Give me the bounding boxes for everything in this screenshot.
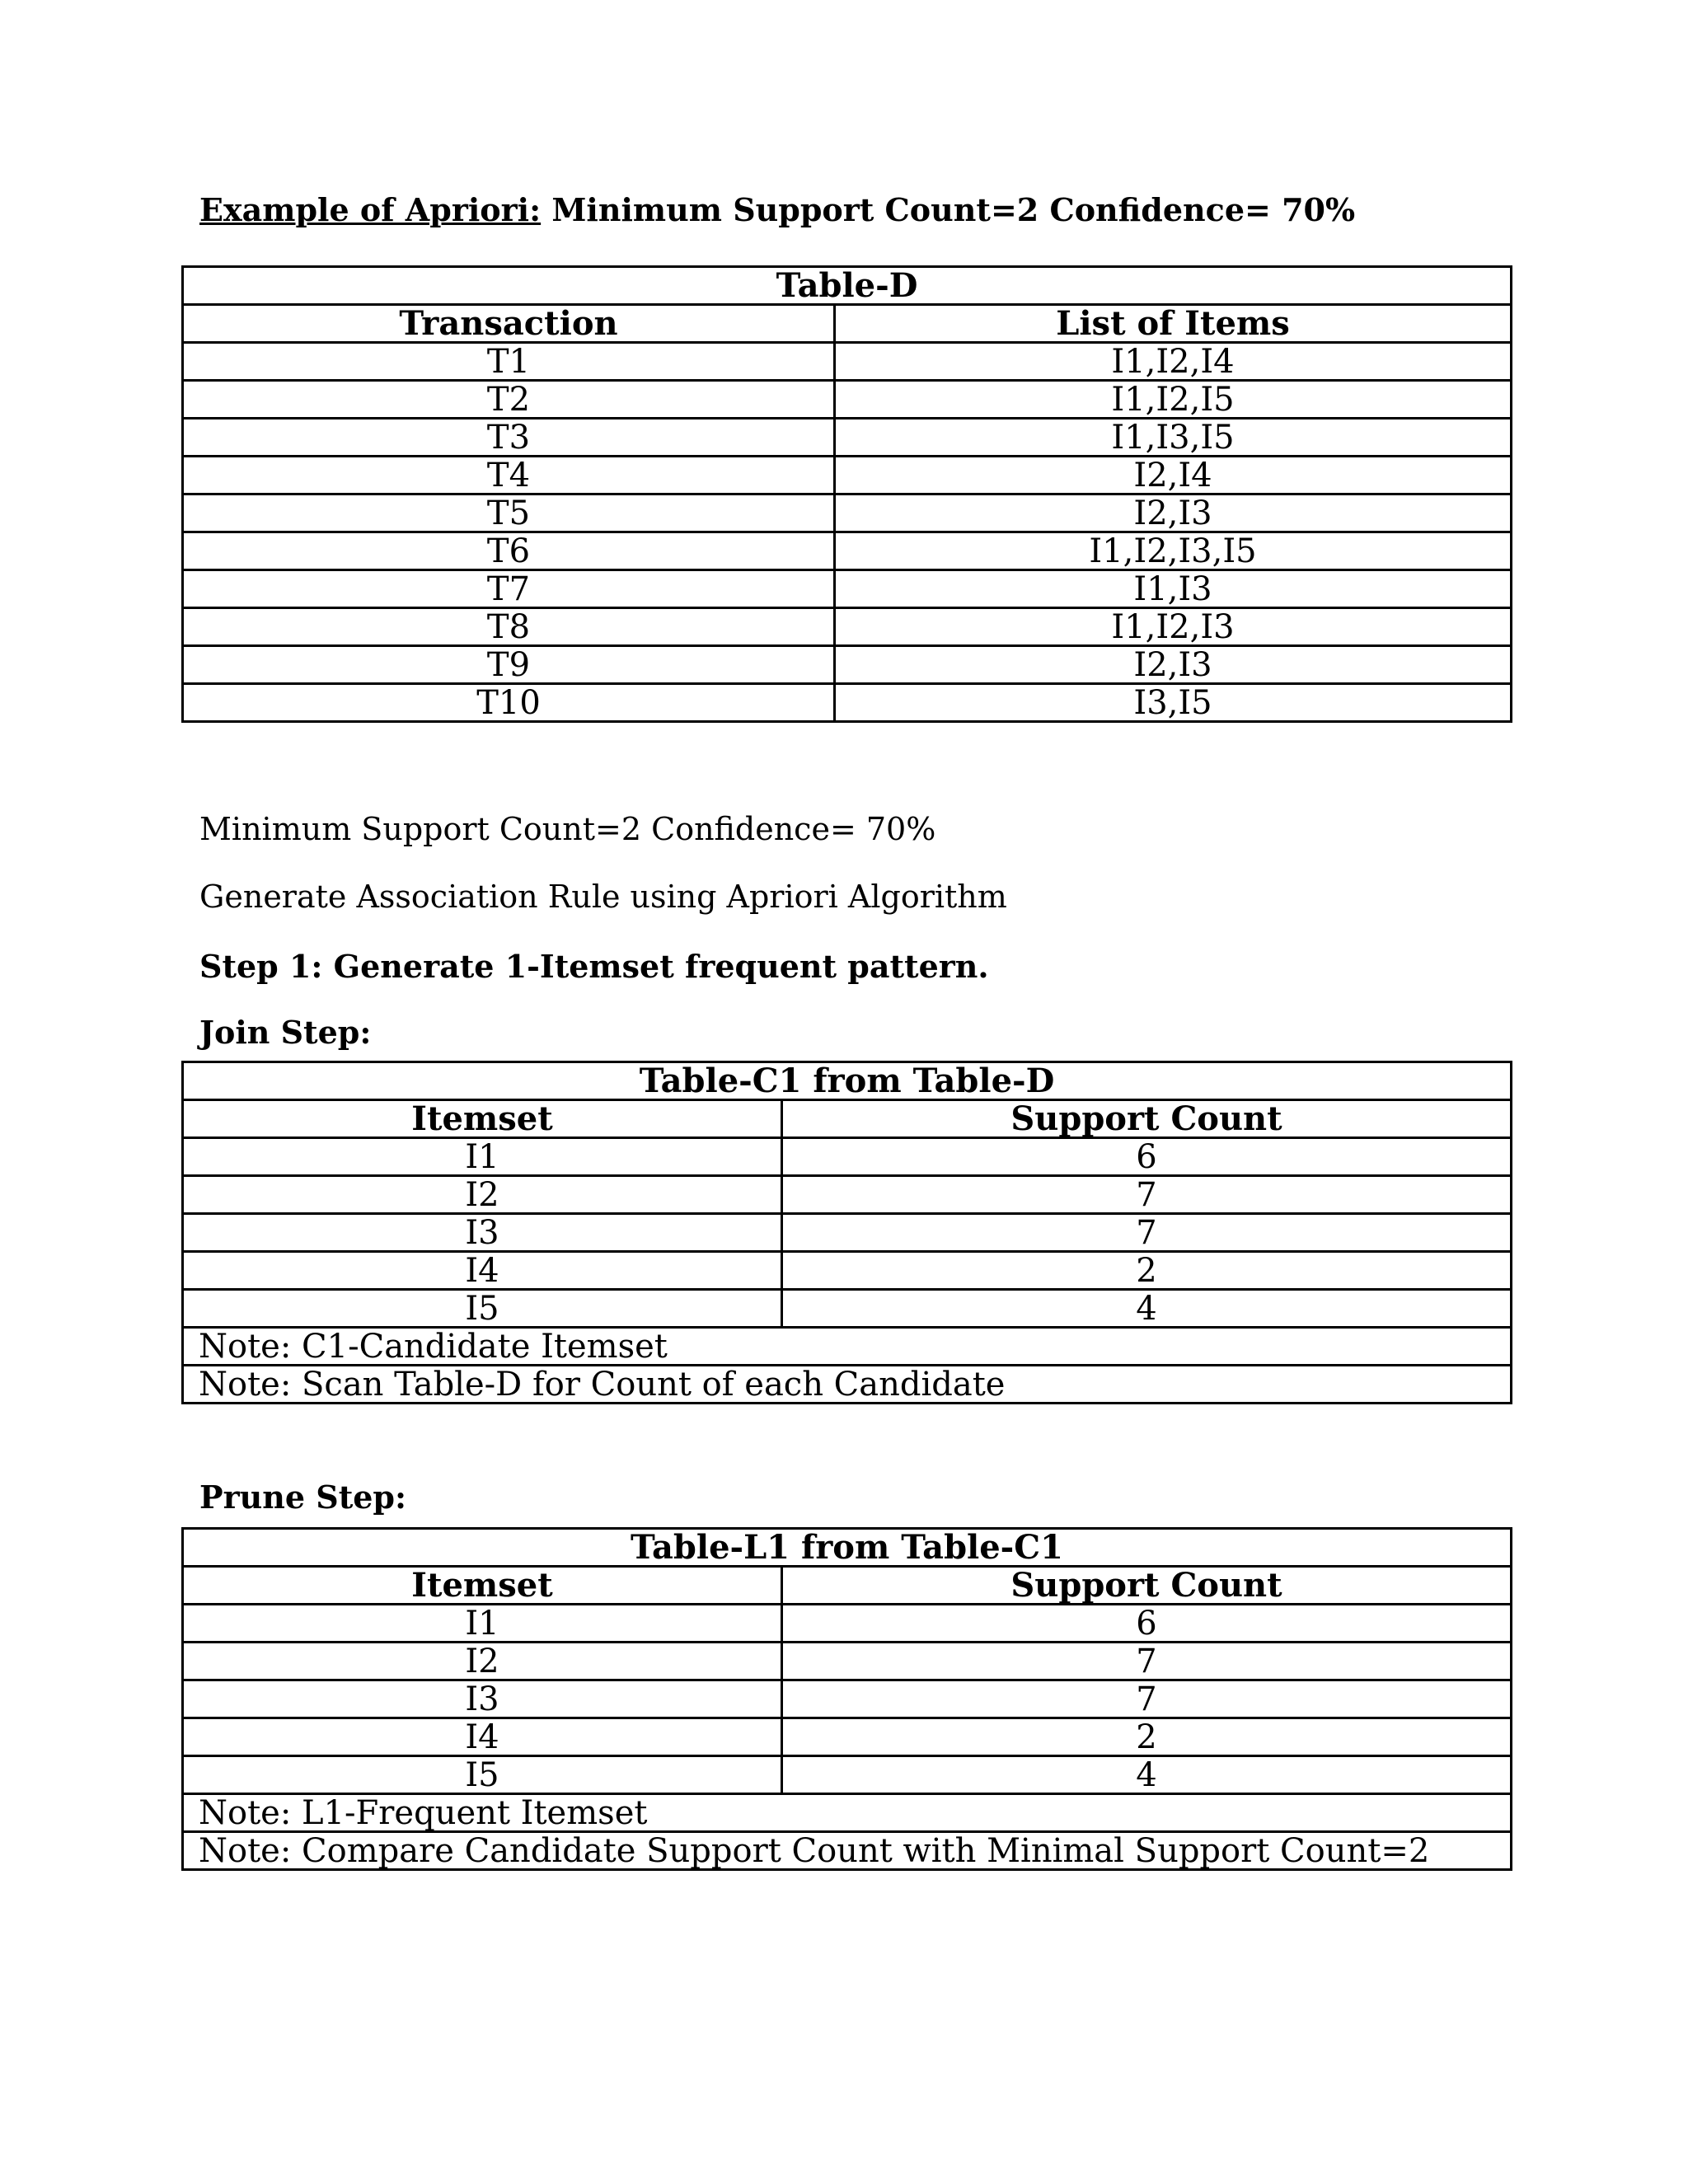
- join-step-label: Join Step:: [199, 1014, 372, 1051]
- table-cell: I1,I3,I5: [835, 419, 1512, 457]
- heading-rest: Minimum Support Count=2 Confidence= 70%: [541, 191, 1356, 228]
- generate-text: Generate Association Rule using Apriori Algorithm: [199, 879, 1007, 915]
- table-d-title: Table-D: [183, 267, 1512, 305]
- table-row: [183, 457, 1512, 494]
- table-cell: I3: [183, 1680, 782, 1718]
- table-cell: I2,I3: [835, 646, 1512, 684]
- table-cell: I4: [183, 1718, 782, 1756]
- table-row: [183, 1214, 1512, 1252]
- table-cell: I2: [183, 1176, 782, 1214]
- table-cell: I2,I3: [835, 494, 1512, 532]
- table-l1: [181, 1527, 1512, 1871]
- table-l1-title: Table-L1 from Table-C1: [183, 1529, 1512, 1567]
- table-c1-title: Table-C1 from Table-D: [183, 1062, 1512, 1100]
- table-cell: I1: [183, 1138, 782, 1176]
- table-cell: T1: [183, 343, 835, 381]
- table-l1-header-support: Support Count: [782, 1567, 1512, 1605]
- table-c1-note: Note: Scan Table-D for Count of each Candidate: [183, 1366, 1512, 1404]
- table-cell: I2: [183, 1643, 782, 1680]
- table-cell: 6: [782, 1138, 1512, 1176]
- table-row: [183, 381, 1512, 419]
- table-row: [183, 1718, 1512, 1756]
- table-cell: 2: [782, 1252, 1512, 1290]
- table-cell: T3: [183, 419, 835, 457]
- table-row: [183, 1756, 1512, 1794]
- table-l1-note: Note: Compare Candidate Support Count with Minimal Support Count=2: [183, 1832, 1512, 1870]
- table-cell: I1,I2,I3: [835, 608, 1512, 646]
- table-cell: 7: [782, 1214, 1512, 1252]
- table-cell: T10: [183, 684, 835, 722]
- table-row: [183, 1138, 1512, 1176]
- table-row: [183, 1680, 1512, 1718]
- table-row: [183, 532, 1512, 570]
- table-cell: T2: [183, 381, 835, 419]
- table-row: [183, 646, 1512, 684]
- table-c1: [181, 1061, 1512, 1404]
- table-cell: I3: [183, 1214, 782, 1252]
- table-row: [183, 684, 1512, 722]
- table-row: [183, 343, 1512, 381]
- table-cell: 7: [782, 1176, 1512, 1214]
- prune-step-label: Prune Step:: [199, 1479, 407, 1516]
- table-d-header-transaction: Transaction: [183, 305, 835, 343]
- table-cell: 7: [782, 1680, 1512, 1718]
- table-l1-header-itemset: Itemset: [183, 1567, 782, 1605]
- page-heading: [199, 191, 1355, 228]
- table-row: [183, 1643, 1512, 1680]
- table-c1-header-itemset: Itemset: [183, 1100, 782, 1138]
- table-cell: I1,I2,I4: [835, 343, 1512, 381]
- step1-heading: Step 1: Generate 1-Itemset frequent pattern.: [199, 948, 989, 985]
- table-cell: T7: [183, 570, 835, 608]
- table-row: [183, 1290, 1512, 1328]
- table-d: [181, 265, 1512, 723]
- table-row: [183, 419, 1512, 457]
- table-row: [183, 1605, 1512, 1643]
- table-row: [183, 570, 1512, 608]
- table-row: [183, 1176, 1512, 1214]
- table-d-header-items: List of Items: [835, 305, 1512, 343]
- table-cell: T9: [183, 646, 835, 684]
- min-support-text: Minimum Support Count=2 Confidence= 70%: [199, 811, 936, 847]
- table-cell: 6: [782, 1605, 1512, 1643]
- table-row: [183, 1252, 1512, 1290]
- table-cell: T8: [183, 608, 835, 646]
- heading-underlined: Example of Apriori:: [199, 191, 542, 228]
- table-row: [183, 494, 1512, 532]
- table-cell: T6: [183, 532, 835, 570]
- table-cell: I5: [183, 1756, 782, 1794]
- table-cell: I3,I5: [835, 684, 1512, 722]
- table-cell: 4: [782, 1290, 1512, 1328]
- table-cell: T5: [183, 494, 835, 532]
- table-c1-header-support: Support Count: [782, 1100, 1512, 1138]
- table-l1-note: Note: L1-Frequent Itemset: [183, 1794, 1512, 1832]
- table-cell: I1,I3: [835, 570, 1512, 608]
- table-cell: 4: [782, 1756, 1512, 1794]
- table-c1-note: Note: C1-Candidate Itemset: [183, 1328, 1512, 1366]
- table-cell: I5: [183, 1290, 782, 1328]
- table-cell: T4: [183, 457, 835, 494]
- table-cell: I1,I2,I5: [835, 381, 1512, 419]
- table-cell: I4: [183, 1252, 782, 1290]
- table-cell: I2,I4: [835, 457, 1512, 494]
- table-cell: 2: [782, 1718, 1512, 1756]
- table-cell: I1: [183, 1605, 782, 1643]
- table-cell: 7: [782, 1643, 1512, 1680]
- table-cell: I1,I2,I3,I5: [835, 532, 1512, 570]
- table-row: [183, 608, 1512, 646]
